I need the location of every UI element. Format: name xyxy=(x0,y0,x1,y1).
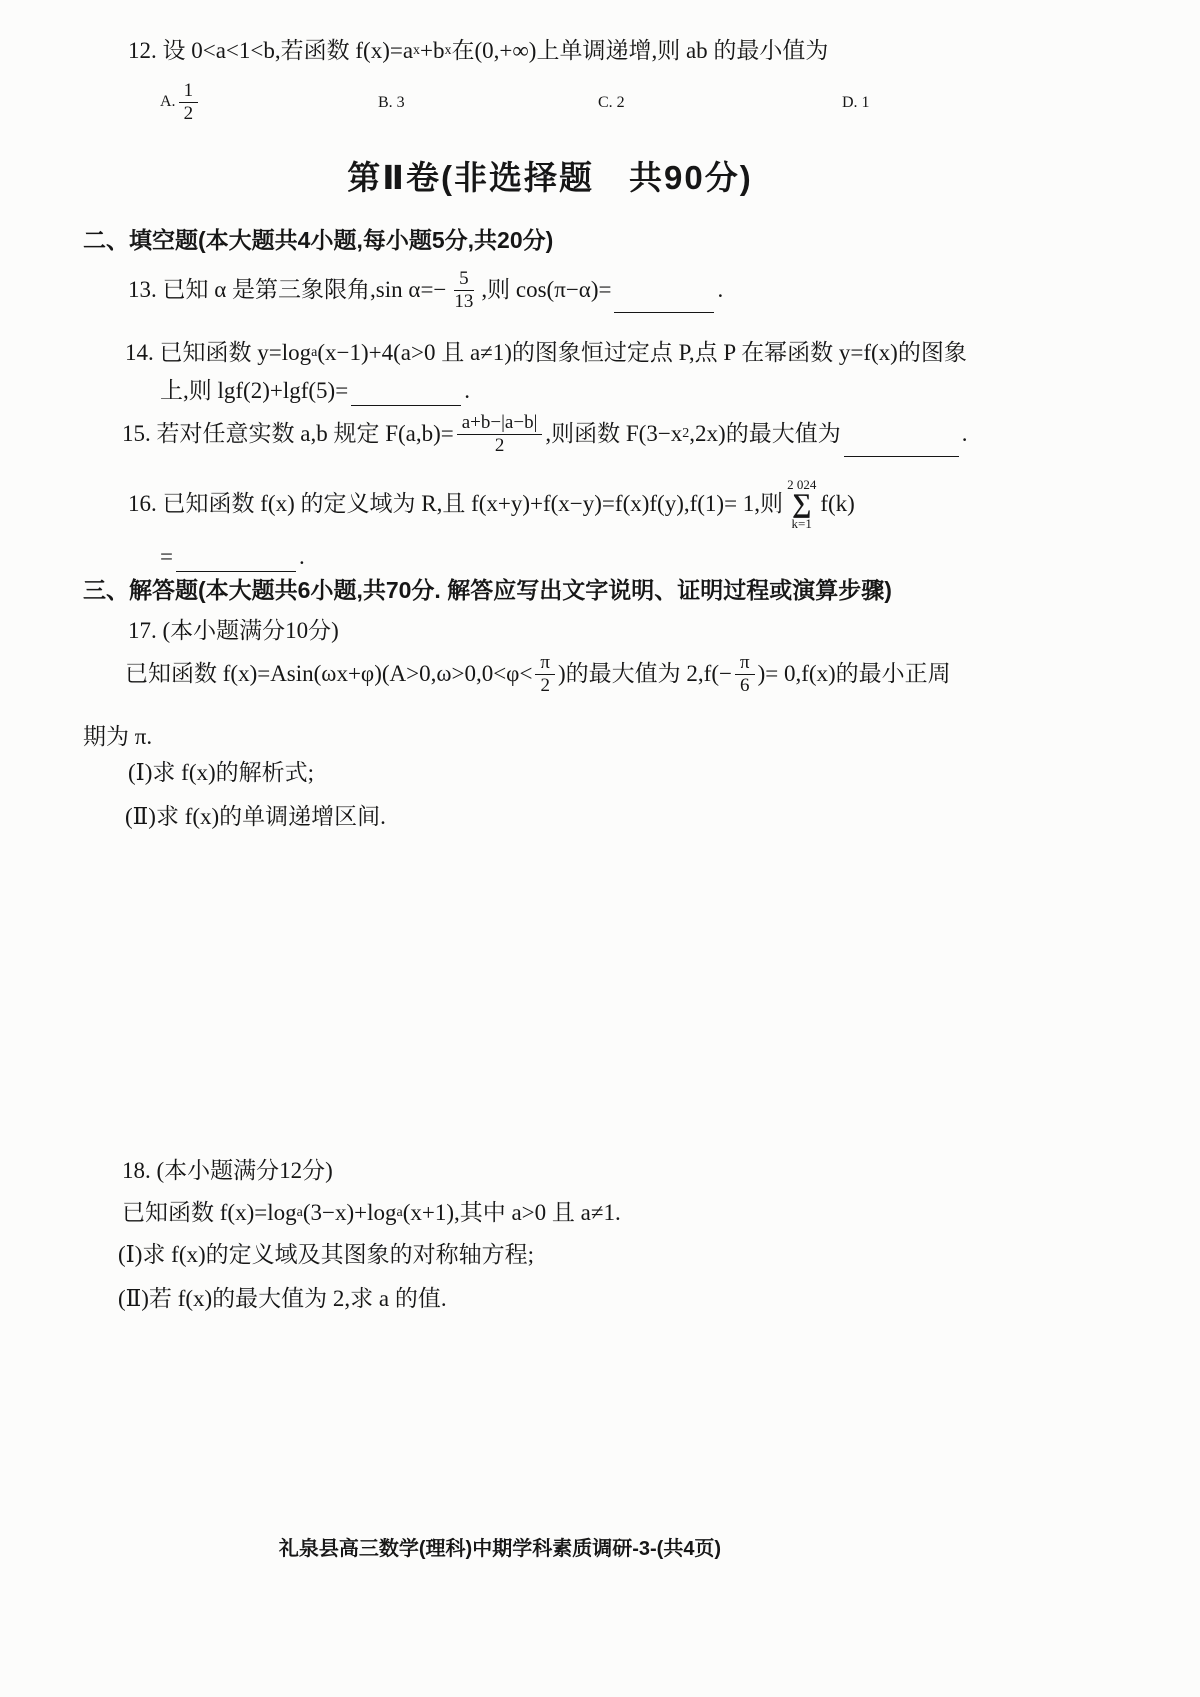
part-2-title: 第Ⅱ卷(非选择题 共90分) xyxy=(347,159,753,196)
question-15-fraction xyxy=(457,412,543,457)
question-12-part1: 12. 设 0<a<1<b,若函数 f(x)=a xyxy=(128,38,414,63)
summation-upper-limit: 2 024 xyxy=(787,477,817,492)
question-17-part2: )的最大值为 2,f(− xyxy=(558,661,732,687)
question-17-f1-denominator: 2 xyxy=(540,674,550,696)
option-a-numerator: 1 xyxy=(179,80,199,103)
question-12-exponent-2: x xyxy=(444,42,452,58)
question-17-f2-denominator: 6 xyxy=(740,674,750,696)
question-13-part2: ,则 cos(π−α)= xyxy=(481,277,612,303)
option-d: D. 1 xyxy=(842,94,870,111)
option-b: B. 3 xyxy=(378,94,405,111)
question-12-options xyxy=(0,80,1200,140)
question-15-part1: 15. 若对任意实数 a,b 规定 F(a,b)= xyxy=(122,421,454,447)
section-solve-heading: 三、解答题(本大题共6小题,共70分. 解答应写出文字说明、证明过程或演算步骤) xyxy=(83,577,892,603)
question-12-exponent-1: x xyxy=(413,42,421,58)
question-14-part1: 14. 已知函数 y=log xyxy=(125,340,312,365)
question-13-numerator: 5 xyxy=(454,268,474,291)
summation-symbol xyxy=(787,478,816,530)
question-18-log-base-2: a xyxy=(396,1204,403,1220)
question-17-f1-numerator: π xyxy=(535,652,555,675)
question-14-period: . xyxy=(464,378,470,403)
question-17-body xyxy=(125,652,951,697)
question-15-text xyxy=(122,412,967,457)
option-c: C. 2 xyxy=(598,94,625,111)
question-14-part2: (x−1)+4(a>0 且 a≠1)的图象恒过定点 P,点 P 在幂函数 y=f(x)的图象 xyxy=(317,340,967,365)
answer-blank-16 xyxy=(176,547,296,572)
question-17-fraction-1 xyxy=(535,652,555,697)
question-17-body-line2: 期为 π. xyxy=(83,724,153,749)
sigma-glyph: ∑ xyxy=(792,488,812,518)
question-17-part1: 已知函数 f(x)=Asin(ωx+φ)(A>0,ω>0,0<φ< xyxy=(125,661,533,687)
question-16-part1: 16. 已知函数 f(x) 的定义域为 R,且 f(x+y)+f(x−y)=f(x)f(y),f(1)= 1,则 xyxy=(128,490,784,516)
question-16-period: . xyxy=(298,544,305,569)
question-17-heading: 17. (本小题满分10分) xyxy=(128,618,339,643)
option-a-fraction xyxy=(179,80,199,125)
question-14-log-base: a xyxy=(311,344,318,360)
question-15-period: . xyxy=(961,421,968,447)
question-17-f2-numerator: π xyxy=(735,652,755,675)
answer-blank-13 xyxy=(614,288,714,313)
question-17-fraction-2 xyxy=(735,652,755,697)
question-16-line1 xyxy=(128,478,855,530)
question-14-line1 xyxy=(125,338,967,368)
question-18-item1: (Ⅰ)求 f(x)的定义域及其图象的对称轴方程; xyxy=(118,1242,535,1267)
question-18-heading: 18. (本小题满分12分) xyxy=(122,1158,333,1183)
question-16-part2: f(k) xyxy=(820,490,855,516)
answer-blank-15 xyxy=(844,432,959,457)
answer-blank-14 xyxy=(351,381,461,406)
question-15-exponent: 2 xyxy=(682,426,690,442)
question-15-numerator: a+b−|a−b| xyxy=(457,412,543,435)
question-18-part2: (3−x)+log xyxy=(302,1200,397,1225)
question-12-part3: 在(0,+∞)上单调递增,则 ab 的最小值为 xyxy=(451,38,829,63)
question-14-part3: 上,则 lgf(2)+lgf(5)= xyxy=(160,378,349,403)
question-13-text xyxy=(128,268,723,313)
question-15-part3: ,2x)的最大值为 xyxy=(689,421,841,447)
question-13-part1: 13. 已知 α 是第三象限角,sin α=− xyxy=(128,277,447,303)
summation-lower-limit: k=1 xyxy=(791,515,812,531)
section-fill-blank-heading: 二、填空题(本大题共4小题,每小题5分,共20分) xyxy=(83,227,554,253)
question-14-line2 xyxy=(160,376,470,406)
question-18-part3: (x+1),其中 a>0 且 a≠1. xyxy=(402,1200,621,1225)
page-footer: 礼泉县高三数学(理科)中期学科素质调研-3-(共4页) xyxy=(278,1538,722,1560)
option-a xyxy=(160,80,201,125)
question-17-item1: (Ⅰ)求 f(x)的解析式; xyxy=(128,760,315,785)
question-18-log-base-1: a xyxy=(296,1204,303,1220)
question-15-denominator: 2 xyxy=(494,434,505,456)
question-17-part3: )= 0,f(x)的最小正周 xyxy=(757,661,951,687)
question-13-denominator: 13 xyxy=(454,290,474,312)
question-13-fraction xyxy=(449,268,478,313)
question-16-line2 xyxy=(160,542,305,572)
option-a-label: A. xyxy=(160,93,176,111)
question-13-period: . xyxy=(717,277,724,303)
question-18-body xyxy=(122,1198,621,1228)
question-18-item2: (Ⅱ)若 f(x)的最大值为 2,求 a 的值. xyxy=(118,1286,447,1311)
question-17-item2: (Ⅱ)求 f(x)的单调递增区间. xyxy=(125,804,386,829)
question-16-equals: = xyxy=(160,544,173,569)
question-12-text xyxy=(128,36,828,66)
question-18-part1: 已知函数 f(x)=log xyxy=(122,1200,297,1225)
question-12-part2: +b xyxy=(420,38,445,63)
question-15-part2: ,则函数 F(3−x xyxy=(545,421,683,447)
option-a-denominator: 2 xyxy=(183,102,194,124)
